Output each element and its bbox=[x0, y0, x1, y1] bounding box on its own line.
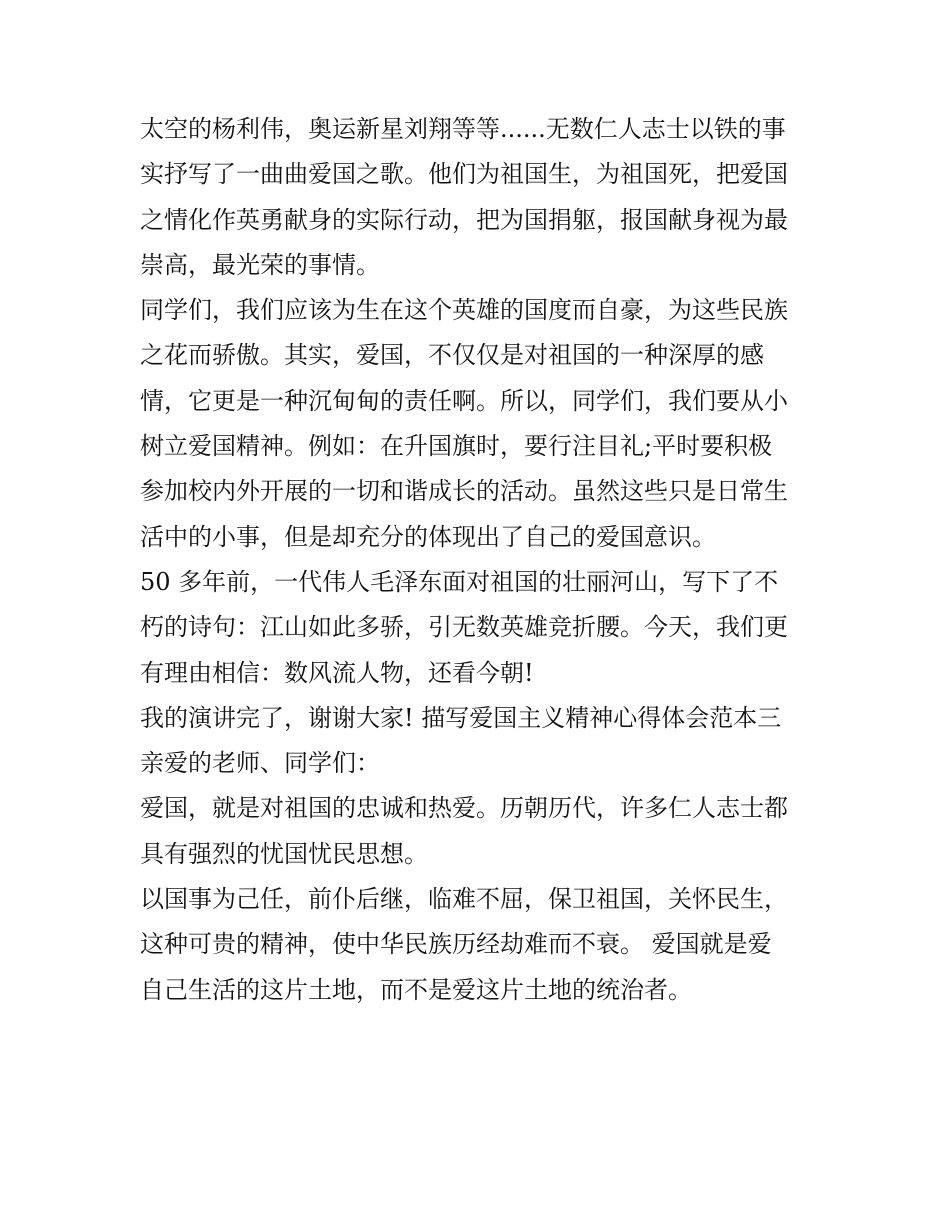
text-line: 具有强烈的忧国忧民思想。 bbox=[140, 839, 428, 868]
text-line: 之花而骄傲。其实，爱国，不仅仅是对祖国的一种深厚的感 bbox=[140, 341, 764, 370]
text-line: 树立爱国精神。例如：在升国旗时，要行注目礼;平时要积极 bbox=[140, 432, 773, 461]
text-line: 以国事为己任，前仆后继，临难不屈，保卫祖国，关怀民生， bbox=[140, 885, 788, 914]
text-line: 同学们，我们应该为生在这个英雄的国度而自豪，为这些民族 bbox=[140, 296, 788, 325]
text-line: 参加校内外开展的一切和谐成长的活动。虽然这些只是日常生 bbox=[140, 477, 788, 506]
text-line: 这种可贵的精神，使中华民族历经劫难而不衰。 爱国就是爱 bbox=[140, 930, 772, 959]
text-line: 崇高，最光荣的事情。 bbox=[140, 250, 380, 279]
text-line: 实抒写了一曲曲爱国之歌。他们为祖国生，为祖国死，把爱国 bbox=[140, 160, 788, 189]
document-body bbox=[140, 107, 815, 1013]
text-line: 50 多年前，一代伟人毛泽东面对祖国的壮丽河山，写下了不 bbox=[140, 567, 779, 596]
text-line: 之情化作英勇献身的实际行动，把为国捐躯，报国献身视为最 bbox=[140, 205, 788, 234]
text-line: 爱国，就是对祖国的忠诚和热爱。历朝历代，许多仁人志士都 bbox=[140, 794, 788, 823]
text-line: 朽的诗句：江山如此多骄，引无数英雄竞折腰。今天，我们更 bbox=[140, 613, 788, 642]
text-line: 自己生活的这片土地，而不是爱这片土地的统治者。 bbox=[140, 975, 692, 1004]
text-line: 亲爱的老师、同学们： bbox=[140, 749, 380, 778]
text-line: 太空的杨利伟，奥运新星刘翔等等......无数仁人志士以铁的事 bbox=[140, 115, 786, 143]
text-line: 我的演讲完了，谢谢大家! 描写爱国主义精神心得体会范本三 bbox=[140, 703, 782, 732]
text-line: 情，它更是一种沉甸甸的责任啊。所以，同学们，我们要从小 bbox=[140, 386, 788, 415]
text-line: 活中的小事，但是却充分的体现出了自己的爱国意识。 bbox=[140, 522, 716, 551]
text-line: 有理由相信：数风流人物，还看今朝! bbox=[140, 658, 534, 687]
